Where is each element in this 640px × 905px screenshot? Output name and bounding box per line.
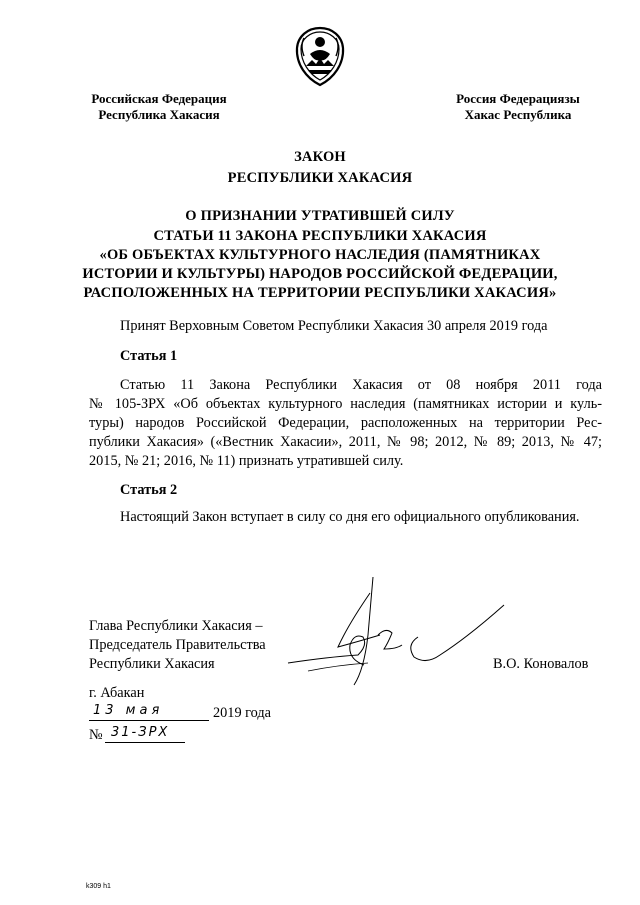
header-right xyxy=(443,91,593,123)
subject-line-5: РАСПОЛОЖЕННЫХ НА ТЕРРИТОРИИ РЕСПУБЛИКИ ХАКАСИЯ» xyxy=(83,285,557,301)
signatory-name: В.О. Коновалов xyxy=(493,656,589,672)
article-2-text: Настоящий Закон вступает в силу со дня его официального опубликования. xyxy=(120,509,580,525)
position-line-2: Председатель Правительства xyxy=(89,637,266,653)
header-right-line-1: Россия Федерациязы xyxy=(456,91,580,106)
article-1-line-4: публики Хакасия» («Вестник Хакасии», 2011, № 98; 2012, № 89; 2013, № 47; xyxy=(89,434,602,450)
subject-line-2: СТАТЬИ 11 ЗАКОНА РЕСПУБЛИКИ ХАКАСИЯ xyxy=(153,228,487,244)
subject-line-3: «ОБ ОБЪЕКТАХ КУЛЬТУРНОГО НАСЛЕДИЯ (ПАМЯТНИКАХ xyxy=(99,247,541,263)
article-1-line-1: Статью 11 Закона Республики Хакасия от 08 ноября 2011 года xyxy=(120,377,602,393)
subject-line-4: ИСТОРИИ И КУЛЬТУРЫ) НАРОДОВ РОССИЙСКОЙ ФЕДЕРАЦИИ, xyxy=(82,266,558,282)
handwritten-date: 13 мая xyxy=(93,703,164,718)
date-line xyxy=(89,703,289,725)
article-1-heading: Статья 1 xyxy=(120,348,178,364)
header-left-line-2: Республика Хакасия xyxy=(98,107,220,122)
header-right-line-2: Хакас Республика xyxy=(464,107,572,122)
doc-type: ЗАКОН xyxy=(294,149,346,165)
number-underline xyxy=(105,742,185,743)
header-left-line-1: Российская Федерация xyxy=(91,91,227,106)
position-line-1: Глава Республики Хакасия – xyxy=(89,618,263,634)
number-prefix: № xyxy=(89,727,103,743)
date-underline xyxy=(89,720,209,721)
article-2-heading: Статья 2 xyxy=(120,482,178,498)
place: г. Абакан xyxy=(89,685,145,701)
handwritten-number: 31-ЗРХ xyxy=(111,725,170,740)
adoption-note: Принят Верховным Советом Республики Хакасия 30 апреля 2019 года xyxy=(120,318,548,334)
handwritten-signature xyxy=(268,575,518,690)
signatory-position xyxy=(89,617,266,674)
subject-line-1: О ПРИЗНАНИИ УТРАТИВШЕЙ СИЛУ xyxy=(185,208,455,224)
coat-of-arms-emblem xyxy=(292,26,348,88)
article-1-line-3: туры) народов Российской Федерации, расположенных на территории Рес- xyxy=(89,415,602,431)
issuer: РЕСПУБЛИКИ ХАКАСИЯ xyxy=(227,170,413,186)
position-line-3: Республики Хакасия xyxy=(89,656,215,672)
date-year: 2019 года xyxy=(213,705,272,721)
article-1-line-5: 2015, № 21; 2016, № 11) признать утратившей силу. xyxy=(89,453,404,469)
number-line xyxy=(89,725,209,747)
article-1-line-2: № 105-ЗРХ «Об объектах культурного наследия (памятниках истории и куль- xyxy=(89,396,602,412)
header-left xyxy=(84,91,234,123)
footer-code: k309 h1 xyxy=(86,883,111,890)
